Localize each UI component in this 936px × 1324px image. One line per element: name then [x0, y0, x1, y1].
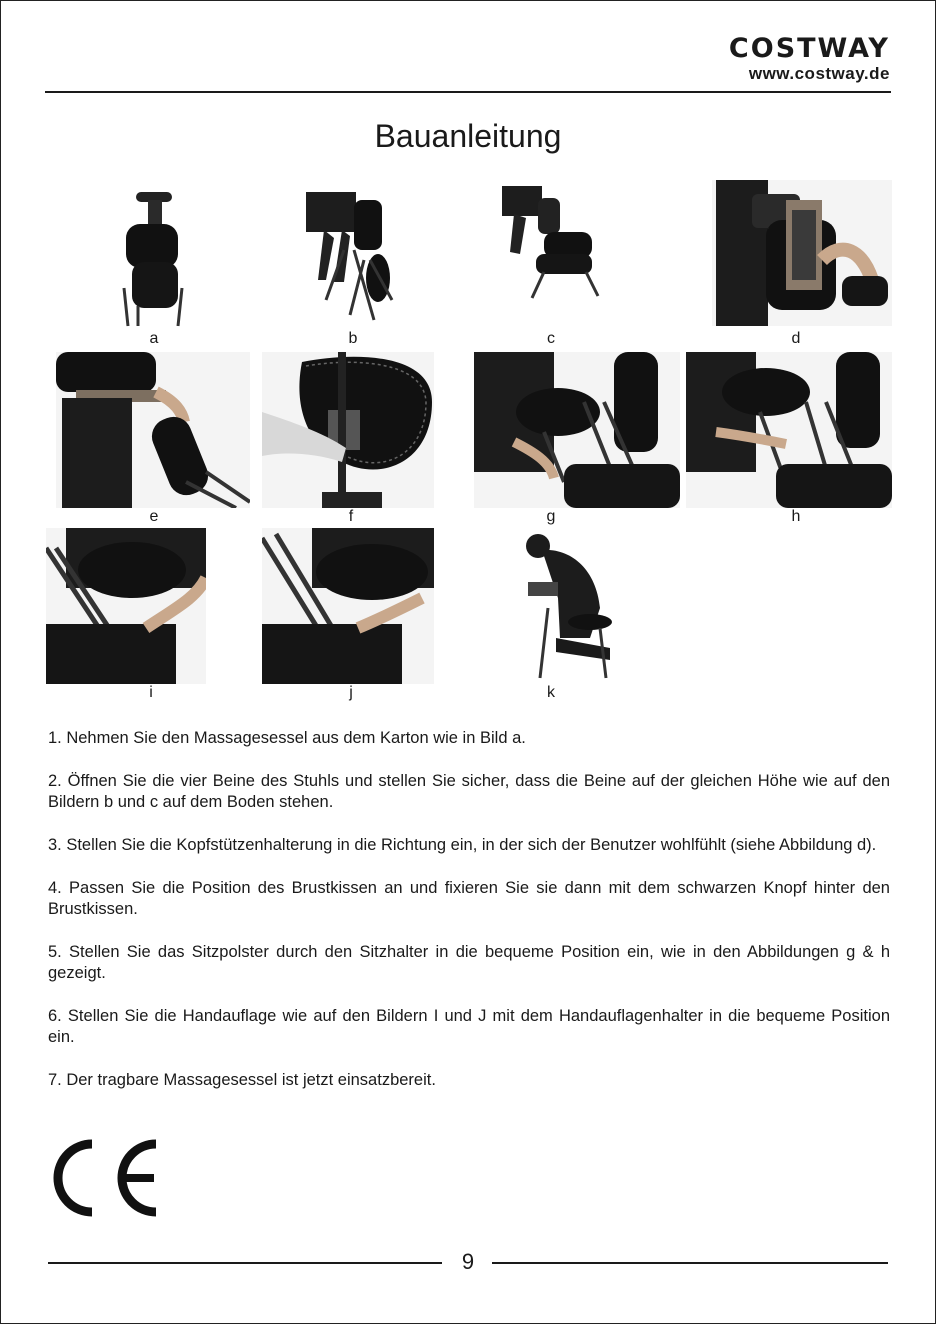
brand-logo: COSTWAY	[728, 33, 890, 64]
step-6: 6. Stellen Sie die Handauflage wie auf den Bildern I und J mit dem Handauflagenhalter in die bequeme Position ein.	[48, 1007, 890, 1046]
figure-i-image	[46, 528, 206, 684]
figure-g-image	[474, 352, 680, 508]
figure-f-label: f	[348, 508, 354, 525]
step-5: 5. Stellen Sie das Sitzpolster durch den Sitzhalter in die bequeme Position ein, wie in den Abbildungen g & h gezeigt.	[48, 943, 890, 982]
footer-divider-right	[492, 1262, 888, 1264]
figure-b-image	[304, 190, 396, 324]
figure-k-label: k	[547, 684, 555, 701]
figure-h-label: h	[791, 508, 801, 525]
ce-mark-icon	[52, 1138, 162, 1218]
step-4: 4. Passen Sie die Position des Brustkissen an und fixieren Sie sie dann mit dem schwarzen Knopf hinter den Brustkissen.	[48, 879, 890, 918]
figure-e-label: e	[149, 508, 159, 525]
step-2: 2. Öffnen Sie die vier Beine des Stuhls und stellen Sie sicher, dass die Beine auf der gleichen Höhe wie auf den Bildern b und c auf dem Boden stehen.	[48, 772, 890, 811]
page-title: Bauanleitung	[374, 118, 562, 154]
step-3: 3. Stellen Sie die Kopfstützenhalterung in die Richtung ein, in der sich der Benutzer wohlfühlt (siehe Abbildung d).	[48, 836, 877, 854]
figure-j-image	[262, 528, 434, 684]
figure-i-label: i	[149, 684, 153, 701]
figure-e-image	[56, 352, 250, 508]
figure-g-label: g	[546, 508, 556, 525]
figure-d-image	[712, 180, 892, 326]
figure-b-label: b	[348, 330, 358, 347]
figure-j-label: j	[349, 684, 353, 701]
step-7: 7. Der tragbare Massagesessel ist jetzt einsatzbereit.	[48, 1071, 436, 1089]
brand-header	[729, 34, 890, 84]
footer-divider-left	[48, 1262, 442, 1264]
figure-h-image	[686, 352, 892, 508]
figure-a-label: a	[149, 330, 159, 347]
brand-url: www.costway.de	[748, 64, 890, 83]
figure-k-image	[520, 528, 616, 682]
instruction-steps	[48, 728, 890, 1113]
figure-d-label: d	[791, 330, 801, 347]
step-1: 1. Nehmen Sie den Massagesessel aus dem Karton wie in Bild a.	[48, 729, 526, 747]
header-divider	[45, 91, 891, 93]
figure-c-label: c	[547, 330, 555, 347]
page-number: 9	[461, 1249, 475, 1274]
figure-f-image	[262, 352, 434, 508]
figure-c-image	[488, 184, 600, 300]
figure-a-image	[118, 188, 190, 328]
